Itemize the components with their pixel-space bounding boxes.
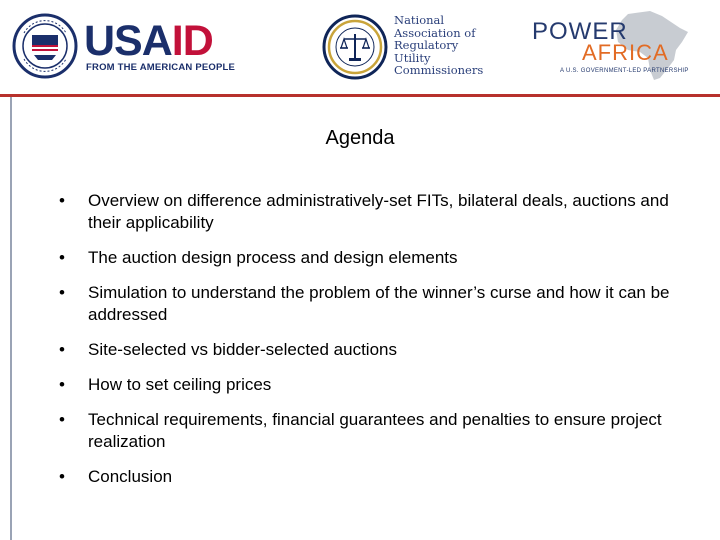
agenda-item bbox=[56, 282, 676, 326]
usaid-seal-logo bbox=[12, 13, 78, 79]
agenda-item bbox=[56, 247, 676, 269]
agenda-item-text: The auction design process and design elements bbox=[88, 248, 458, 267]
agenda-item bbox=[56, 339, 676, 361]
bullet-icon: • bbox=[59, 191, 65, 210]
power-africa-tagline: A U.S. GOVERNMENT-LED PARTNERSHIP bbox=[560, 68, 689, 74]
naruc-wordmark bbox=[394, 14, 483, 77]
agenda-list bbox=[56, 190, 676, 501]
bullet-icon: • bbox=[59, 248, 65, 267]
bullet-icon: • bbox=[59, 283, 65, 302]
naruc-line: Regulatory bbox=[394, 38, 459, 53]
agenda-item bbox=[56, 374, 676, 396]
bullet-icon: • bbox=[59, 467, 65, 486]
usaid-wordmark: USAID bbox=[84, 17, 213, 65]
usaid-tagline: FROM THE AMERICAN PEOPLE bbox=[86, 62, 236, 73]
power-africa-line1: POWER bbox=[532, 18, 628, 45]
naruc-line: National bbox=[394, 13, 445, 27]
agenda-item bbox=[56, 409, 676, 453]
bullet-icon: • bbox=[59, 340, 65, 359]
naruc-line: Association of bbox=[394, 25, 476, 40]
naruc-line: Commissioners bbox=[394, 63, 484, 78]
logo-header bbox=[0, 0, 720, 95]
agenda-item-text: Simulation to understand the problem of the winner’s curse and how it can be addressed bbox=[88, 283, 670, 324]
agenda-item bbox=[56, 190, 676, 234]
slide-title: Agenda bbox=[325, 127, 395, 149]
agenda-item-text: How to set ceiling prices bbox=[88, 375, 272, 394]
agenda-item-text: Technical requirements, financial guarantees and penalties to ensure project realization bbox=[88, 410, 662, 451]
agenda-item-text: Overview on difference administratively-set FITs, bilateral deals, auctions and their applicability bbox=[88, 191, 669, 232]
power-africa-line2: AFRICA bbox=[582, 40, 669, 65]
agenda-item-text: Site-selected vs bidder-selected auctions bbox=[88, 340, 397, 359]
agenda-item-text: Conclusion bbox=[88, 467, 173, 486]
bullet-icon: • bbox=[59, 375, 65, 394]
naruc-seal-logo bbox=[322, 14, 388, 80]
naruc-line: Utility bbox=[394, 50, 431, 65]
agenda-item bbox=[56, 466, 676, 488]
bullet-icon: • bbox=[59, 410, 65, 429]
